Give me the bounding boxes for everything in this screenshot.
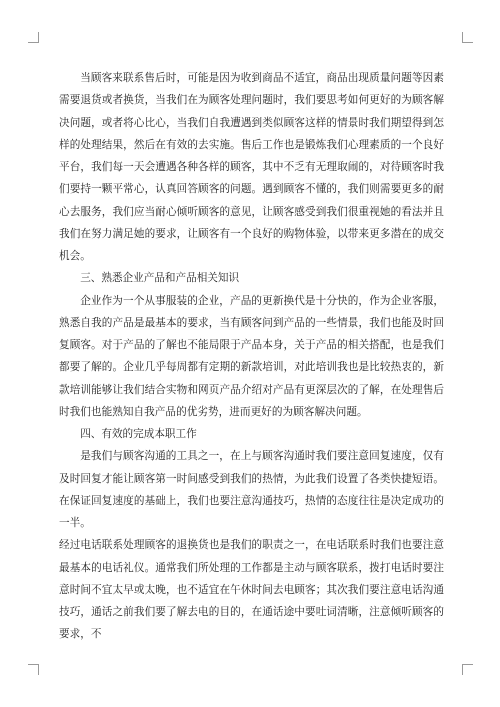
section-heading-product-knowledge: 三、熟悉企业产品和产品相关知识 bbox=[80, 272, 240, 285]
paragraph-phone-contact: 经过电话联系处理顾客的退换货也是我们的职责之一，在电话联系时我们也要注意最基本的电话礼仪。通常我们所处理的工作都是主动与顾客联系，拨打电话时要注意时间不宜太早或太晚，也不适宜在午休时间去电顾客；其次我们要注意电话沟通技巧，通话之前我们要了解去电的目的，在通话途中要吐词清晰，注意倾听顾客的要求，不 bbox=[59, 539, 444, 641]
paragraph-after-sales: 当顾客来联系售后时，可能是因为收到商品不适宜，商品出现质量问题等因素需要退货或者换货，当我们在为顾客处理问题时，我们要思考如何更好的为顾客解决问题，或者将心比心，当我们自我遭遇到类似顾客这样的情景时我们期望得到怎样的处理结果，然后在有效的去实施。售后工作也是锻炼我们心理素质的一个良好平台，我们每一天会遭遇各种各样的顾客，其中不乏有无理取闹的，对待顾客时我们要持一颗平常心，认真回答顾客的问题。遇到顾客不懂的，我们则需要更多的耐心去服务，我们应当耐心倾听顾客的意见，让顾客感受到我们很重视她的看法并且我们在努力满足她的要求，让顾客有一个良好的购物体验，以带来更多潜在的成交机会。 bbox=[59, 72, 444, 262]
paragraph-communication-tool: 是我们与顾客沟通的工具之一，在上与顾客沟通时我们要注意回复速度，仅有及时回复才能让顾客第一时间感受到我们的热情，为此我们设置了各类快捷短语。在保证回复速度的基础上，我们也要注意沟通技巧，热情的态度往往是决定成功的一半。 bbox=[59, 450, 444, 529]
crop-mark-top-right bbox=[462, 32, 473, 43]
crop-mark-bottom-right bbox=[462, 664, 473, 675]
document-body bbox=[59, 67, 444, 646]
crop-mark-bottom-left bbox=[28, 664, 39, 675]
paragraph-product-knowledge: 企业作为一个从事服装的企业，产品的更新换代是十分快的，作为企业客服，熟悉自我的产品是最基本的要求，当有顾客问到产品的一些情景，我们也能及时回复顾客。对于产品的了解也不能局限于产品本身，关于产品的相关搭配，也是我们都要了解的。企业几乎每周都有定期的新款培训，对此培训我也是比较热衷的，新款培训能够让我们结合实物和网页产品介绍对产品有更深层次的了解，在处理售后时我们也能熟知自我产品的优劣势，进而更好的为顾客解决问题。 bbox=[59, 294, 444, 418]
crop-mark-top-left bbox=[28, 32, 39, 43]
section-heading-duties: 四、有效的完成本职工作 bbox=[80, 428, 197, 440]
